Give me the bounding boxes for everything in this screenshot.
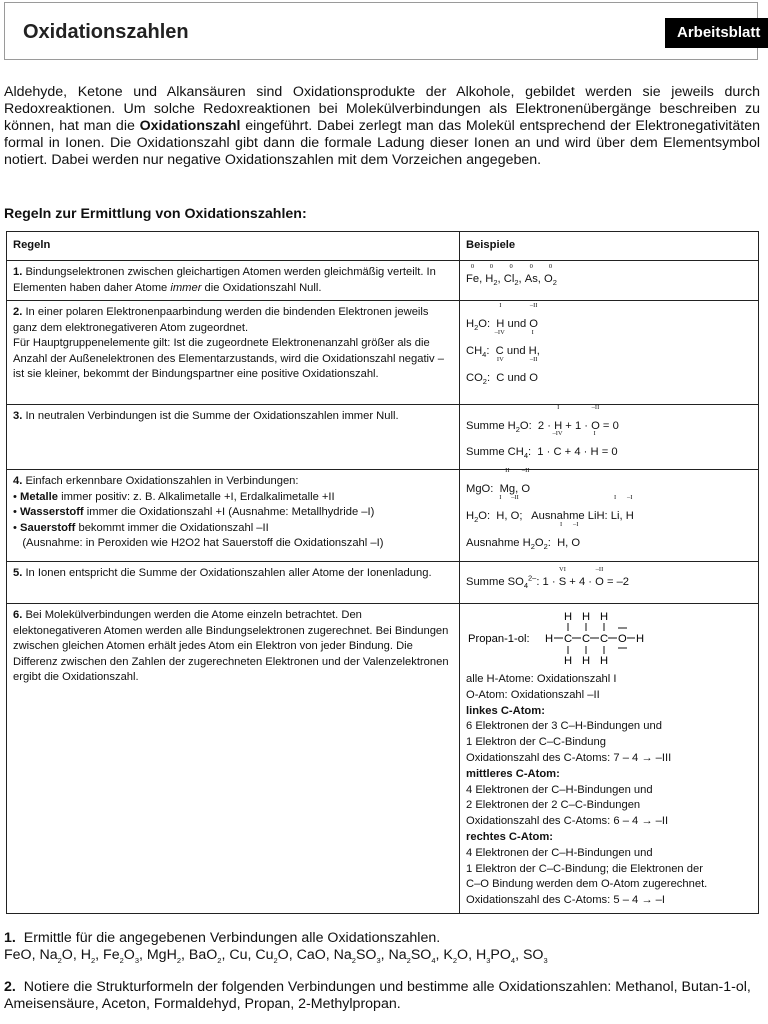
example-3 (460, 405, 759, 470)
ox-number: –IV (552, 430, 563, 437)
example-5 (460, 562, 759, 604)
rule-keyword: Sauerstoff (20, 521, 76, 534)
h-atom: H (564, 655, 573, 667)
ox-element: –I O (571, 521, 581, 549)
example-line: Ausnahme $H_2O_2$: I H, –I O (466, 530, 752, 557)
rule-number: 6. (13, 609, 23, 621)
molecule-label: Propan-1-ol: (468, 633, 530, 645)
ox-element: I H (528, 329, 537, 357)
example-text: = –2 (606, 576, 630, 588)
right-c-line: 1 Elektron der C–C-Bindung; die Elektronen der (466, 862, 703, 875)
task-2 (4, 979, 760, 1013)
rule-text: immer die Oxidationszahl +I (Ausnahme: Metallhydride –I) (83, 506, 375, 518)
example-1 (460, 261, 759, 301)
middle-c-line: 4 Elektronen der C–H-Bindungen und (466, 783, 653, 796)
example-line: $CO_2$: IV C und –II O (466, 365, 752, 392)
rule-note: (Ausnahme: in Peroxiden wie H2O2 hat Sauerstoff die Oxidationszahl –I) (22, 537, 384, 549)
rule-number: 3. (13, 410, 23, 422)
ox-element: I H (496, 302, 505, 330)
example-text: und (507, 318, 527, 330)
rule-text: bekommt immer die Oxidationszahl –II (75, 521, 269, 534)
rules-heading: Regeln zur Ermittlung von Oxidationszahlen: (4, 206, 307, 222)
ox-number: 0 (470, 263, 475, 270)
ox-element: I H (554, 404, 563, 432)
task-text: Ermittle für die angegebenen Verbindungen alle Oxidationszahlen. (23, 930, 441, 946)
intro-text-b: eingeführt. Dabei zerlegt man das Molekül entsprechend der Elektronegativitäten formal in Ionen. Die Oxidationszahl gibt dann die formale Ladung dieser Ionen an und wird über dem Elementsymbol notiert. Dabei werden nur negative Oxidationszahlen mit dem Vorzeichen angegeben. (4, 118, 760, 168)
rule-keyword: Wasserstoff (20, 506, 84, 518)
intro-paragraph (4, 84, 760, 169)
example-line: $H_2O$: I H und –II O (466, 311, 752, 338)
right-c-title: rechtes C-Atom: (466, 830, 554, 843)
ox-number: II (505, 467, 510, 474)
example-line: Summe $H_2O$: 2 · I H + 1 · –II O = 0 (466, 413, 752, 439)
rule-text: Bindungselektronen zwischen gleichartigen Atomen werden gleichmäßig verteilt. In Elementen haben daher Atome (13, 266, 436, 294)
o-atom-line: O-Atom: Oxidationszahl –II (466, 688, 600, 701)
ox-element: –II O (521, 467, 531, 495)
example-text: und (507, 372, 527, 384)
ox-number: 0 (529, 263, 533, 270)
ox-number: I (614, 494, 617, 501)
ox-number: I (531, 329, 534, 336)
example-text: und (506, 345, 526, 357)
left-c-title: linkes C-Atom: (466, 704, 545, 717)
ox-number: –II (511, 494, 519, 501)
ox-number: –II (529, 356, 538, 363)
rules-table (6, 231, 759, 914)
ox-number: –IV (494, 329, 505, 336)
example-line: $CH_4$: –IV C und I H, (466, 338, 752, 365)
ox-element: I Li (610, 494, 620, 522)
ox-number: VI (559, 566, 566, 573)
middle-c-line: Oxidationszahl des C-Atoms: 6 – 4 → –II (466, 815, 669, 828)
rule-number: 1. (13, 266, 23, 278)
rule-text: Bei Molekülverbindungen werden die Atome einzeln betrachtet. Den elektonegativeren Atomen werden alle Bindungselektronen zugerechnet. Bei Bindungen zwischen gleichen Atomen erhält jedes Atom ein Elektron von jeder Bindung. Die Differenz zwischen den Zahlen der zugerechneten Elektronen und der Valenzelektronen ergibt die Oxidationszahl. (13, 609, 449, 683)
ox-element: 0 As (524, 263, 538, 285)
table-header-row (7, 232, 759, 261)
ox-element: IV C (496, 356, 505, 384)
ox-element: –IV C (552, 430, 563, 458)
h-atom: H (600, 611, 609, 623)
right-c-line: C–O Bindung werden dem O-Atom zugerechnet. (466, 878, 708, 891)
header-examples: Beispiele (460, 232, 759, 261)
right-c-line: 4 Elektronen der C–H-Bindungen und (466, 846, 653, 859)
example-line: Summe $CH_4$: 1 · –IV C + 4 · I H = 0 (466, 439, 752, 465)
ox-number: 0 (548, 263, 553, 270)
ox-element: I H (590, 430, 599, 458)
ox-element: –IV C (494, 329, 505, 357)
table-row (7, 604, 759, 914)
worksheet-header (4, 2, 758, 60)
ox-element: 0 Fe (466, 263, 480, 285)
rule-text: In einer polaren Elektronenpaarbindung werden die bindenden Elektronen jeweils ganz dem elektronegativeren Atom zugeordnet. (13, 306, 429, 334)
rule-text: In Ionen entspricht die Summe der Oxidationszahlen aller Atome der Ionenladung. (25, 567, 432, 579)
ox-number: I (499, 302, 502, 309)
ox-number: –II (595, 566, 604, 573)
table-row (7, 301, 759, 405)
ox-element: –II O (591, 404, 600, 432)
ox-element: 0 $O_2$ (544, 263, 557, 288)
left-c-line: 6 Elektronen der 3 C–H-Bindungen und (466, 720, 662, 733)
rule-3 (7, 405, 460, 470)
ox-number: 0 (489, 263, 494, 270)
h-atom: H (582, 655, 591, 667)
rule-text: immer positiv: z. B. Alkalimetalle +I, Erdalkalimetalle +II (57, 490, 335, 503)
worksheet-badge: Arbeitsblatt (665, 18, 768, 48)
example-line: Summe $SO_4^{2-}$: 1 · VI S + 4 · –II O = –2 (466, 566, 630, 591)
rule-5 (7, 562, 460, 604)
middle-c-title: mittleres C-Atom: (466, 767, 560, 780)
ox-element: –II O (529, 302, 538, 330)
ox-number: I (593, 430, 596, 437)
ox-element: –II O (529, 356, 538, 384)
c-atom: C (582, 633, 591, 645)
rule-text: Für Hauptgruppenelemente gilt: Ist die zugeordnete Elektronenanzahl größer als die Anzahl der Außenelektronen des Elementarzustands, wird die Oxidationszahl negativ – ist sie kleiner, bekommt der Bindungspartner eine positive Oxidationszahl. (13, 337, 444, 380)
rule-4: 4. Einfach erkennbare Oxidationszahlen in Verbindungen: • Metalle immer positiv: z. B. Alkalimetalle +I, Erdalkalimetalle +II • Wasserstoff immer die Oxidationszahl +I (Ausnahme: Metallhydride –I) • Sauerstoff bekommt immer die Oxidationszahl –II (Ausnahme: in Peroxiden wie H2O2 hat Sauerstoff die Oxidationszahl –I) (7, 470, 460, 562)
h-atom: H (582, 611, 591, 623)
rule-text: die Oxidationszahl Null. (201, 281, 322, 294)
ox-element: I H (557, 521, 566, 549)
example-line: MgO: II Mg, –II O (466, 476, 752, 503)
o-atom: O (618, 633, 627, 645)
example-2 (460, 301, 759, 405)
element-list: 0 Fe, 0 $H_2$, 0 $Cl_2$, 0 As, 0 $O_2$ (466, 263, 557, 288)
example-text: Ausnahme LiH: (531, 510, 608, 522)
intro-keyword: Oxidationszahl (139, 118, 241, 134)
example-line: $H_2O$: I H, –II O; Ausnahme LiH: I Li, –I H (466, 503, 752, 530)
ox-number: I (499, 494, 502, 501)
h-atoms-line: alle H-Atome: Oxidationszahl I (466, 673, 617, 685)
ox-number: –II (591, 404, 600, 411)
ox-number: –I (627, 494, 633, 501)
h-atom: H (600, 655, 609, 667)
rule-text: Einfach erkennbare Oxidationszahlen in Verbindungen: (25, 475, 299, 487)
ox-element: 0 $Cl_2$ (503, 263, 519, 288)
header-rules: Regeln (7, 232, 460, 261)
intro-text-a: Aldehyde, Ketone und Alkansäuren sind Oxidationsprodukte der Alkohole, gebildet werden sie jeweils durch Redoxreaktionen. Um solche Redoxreaktionen bei Molekülverbindungen als Elektronenübergänge beschreiben zu können, hat man die (4, 84, 760, 134)
middle-c-line: 2 Elektronen der 2 C–C-Bindungen (466, 799, 641, 812)
task-1 (4, 930, 760, 947)
ox-number: –I (573, 521, 579, 528)
right-c-line: Oxidationszahl des C-Atoms: 5 – 4 → –I (466, 894, 665, 907)
ox-number: –II (521, 467, 530, 474)
left-c-line: Oxidationszahl des C-Atoms: 7 – 4 → –III (466, 751, 672, 764)
rule-1 (7, 261, 460, 301)
rule-text: In neutralen Verbindungen ist die Summe der Oxidationszahlen immer Null. (25, 410, 399, 422)
h-atom: H (564, 611, 573, 623)
rule-keyword: Metalle (20, 490, 58, 503)
ox-element: –II O (510, 494, 520, 522)
table-row (7, 470, 759, 562)
left-c-line: 1 Elektron der C–C-Bindung (466, 736, 606, 749)
structure-atoms (545, 611, 644, 667)
example-4 (460, 467, 759, 562)
ox-element: –II O (595, 566, 604, 588)
h-atom: H (545, 633, 554, 645)
propanol-structure (466, 608, 666, 670)
c-atom: C (600, 633, 609, 645)
page-title: Oxidationszahlen (23, 21, 189, 43)
ox-number: IV (496, 356, 504, 363)
table-row (7, 562, 759, 604)
ox-element: VI S (558, 566, 567, 588)
task-number: 2. (4, 979, 16, 995)
rule-6 (7, 604, 460, 914)
table-row (7, 405, 759, 470)
ox-number: –II (529, 302, 538, 309)
table-row (7, 261, 759, 301)
c-atom: C (564, 633, 573, 645)
rule-2 (7, 301, 460, 405)
rule-emphasis: immer (170, 281, 202, 294)
task-number: 1. (4, 930, 16, 946)
ox-number: 0 (509, 263, 513, 270)
ox-number: I (560, 521, 563, 528)
tasks (4, 930, 760, 1013)
task-text: Notiere die Strukturformeln der folgenden Verbindungen und bestimme alle Oxidationszahlen: Methanol, Butan-1-ol, Ameisensäure, Aceton, Formaldehyd, Propan, 2-Methylpropan. (4, 979, 751, 1012)
h-atom: H (636, 633, 645, 645)
task-1-list: FeO, $Na_2O$, $H_2$, $Fe_2O_3$, MgH$_2$, BaO$_2$, Cu, $Cu_2O$, CaO, $Na_2SO_3$, $Na_2SO_4$, $K_2O$, $H_3PO_4$, $SO_3$ (4, 947, 548, 965)
rule-number: 2. (13, 306, 23, 318)
example-6 (460, 604, 759, 914)
ox-element: –I H (625, 494, 634, 522)
ox-element: 0 $H_2$ (485, 263, 498, 288)
rule-number: 5. (13, 567, 23, 579)
ox-element: II Mg (499, 467, 516, 495)
ox-number: I (557, 404, 560, 411)
ox-element: I H (496, 494, 505, 522)
rule-number: 4. (13, 475, 23, 487)
